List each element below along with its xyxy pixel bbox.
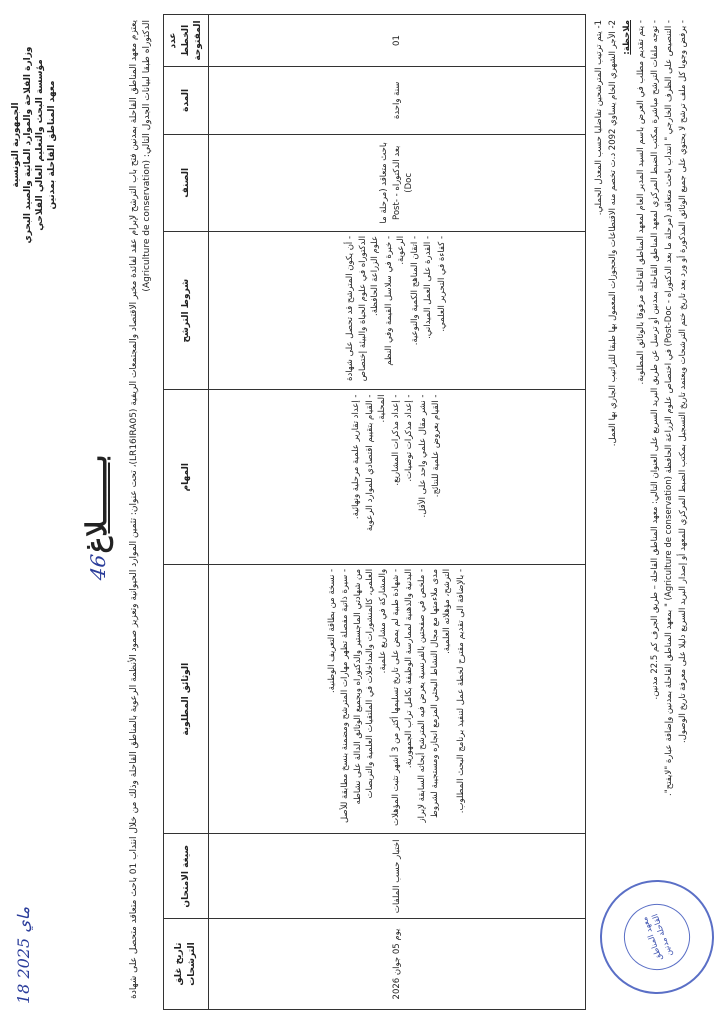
note-bullet: - يتم تقديم مطلب في العرض باسم السيد المدير العام لمعهد المناطق القاحلة مرفوقا بالوثائق المطلوبة.	[636, 20, 646, 385]
condition-item: - اتقان المناهج الكمية والنوعية.	[409, 235, 420, 346]
note-bullet: - التنصيص على الظرف الخارجي " انتداب باحث متعاقد (مرحلة ما بعد الدكتوراه - Post-Doc) في اختصاص علوم الزراعة الحافظة (Agriculture de conservation) " بمعهد المناطق القاحلة بمدنين وإضافة عبارة "لايفتح".	[664, 20, 674, 796]
task-item: - إعداد مذكرات توصيات.	[404, 394, 414, 482]
col-header: المهام	[164, 390, 209, 564]
stamp-inner-text: معهد المناطق القاحلة مدنين	[639, 912, 675, 962]
reference-number: 46	[86, 553, 110, 583]
col-header: عدد الخطط المفتوحة	[164, 15, 209, 67]
header-line: معهد المناطق القاحلة بمدنين	[47, 80, 57, 210]
handwritten-date: 18 ماي 2025	[14, 906, 33, 1004]
document-item: - بالإضافة الى تقديم مقترح لخطة عمل لتنفيذ برنامج البحث المطلوب.	[455, 568, 466, 814]
note-bullet: - يرفض وجوبا كل ملف ترشح لا يحتوي على جميع الوثائق المذكورة أو ورد بعد تاريخ ختم الترشحات ويعتمد تاريخ التسجيل بمكتب الضبط المركزي للمعهد أو إصدار البريد السريع دليلا على معرفة تاريخ الوصول.	[678, 20, 688, 743]
header-line: وزارة الفلاحة والموارد المائية والصيد البحري	[23, 46, 33, 244]
positions-cell: 01	[208, 15, 586, 67]
condition-item: - خبرة في سلاسل القيمة وفي النظم الرعوية.	[383, 235, 407, 366]
exam-cell: اختبار حسب الملفات	[208, 834, 586, 919]
notes-heading: ملاحظة:	[622, 20, 632, 55]
task-item: - إعداد تقارير علمية مرحلية ونهائية.	[351, 394, 361, 520]
task-item: - القيام بعروض علمية للنتائج.	[431, 394, 441, 498]
col-header: تاريخ غلق الترشحات	[164, 919, 209, 1010]
category-cell: باحث متعاقد (مرحلة ما بعد الدكتوراه - Post-Doc)	[208, 134, 586, 231]
task-item: - القيام بتقييم اقتصادي للموارد الرعوية المحلية.	[364, 394, 387, 532]
table-row	[208, 15, 586, 1010]
col-header: صيغة الامتحان	[164, 834, 209, 919]
col-header: الصنف	[164, 134, 209, 231]
col-header: شروط الترشح	[164, 231, 209, 390]
note-item: 1- يتم ترتيب المترشحين تفاضليا حسب المعدل الجملي.	[594, 20, 604, 216]
document-item: - نسخة من بطاقة التعريف الوطنية.	[326, 568, 337, 694]
header-line: الجمهورية التونسية	[11, 102, 21, 188]
announcement-table	[163, 14, 586, 1010]
duration-cell: سنة واحدة	[208, 67, 586, 135]
documents-cell	[208, 564, 586, 834]
col-header: المدة	[164, 67, 209, 135]
condition-item: - القدرة على العمل الميداني.	[423, 235, 434, 339]
notes-section	[592, 20, 690, 1004]
note-item: 2- الأجر الشهري الخام يساوي 2092 د.ت تخصم منه الاقتطاعات والحجوزات المعمول بها طبقا للتراتيب الجاري بها العمل.	[608, 20, 618, 447]
document-item: - ملخص في صفحتين بالفرنسية يعرض فيه المترشح أبحاثه السابقة لإبراز مدى ملاءمتها مع مجال النشاط البحثي المزمع انجازه ومستجيبة لشروط الترشح، مؤهلاته العلمية.	[417, 568, 452, 823]
note-bullet: - توجه ملفات الترشح مباشرة بمكتب الضبط المركزي لمعهد المناطق القاحلة بمدنين أو ترسل عن طريق البريد السريع على العنوان التالي: معهد المناطق القاحلة – طريق الجرف كم 22.5 مدنين.	[650, 20, 660, 700]
ministry-header	[10, 30, 58, 260]
table-header-row	[164, 15, 209, 1010]
condition-item: - أن يكون المترشح قد تحصل على شهادة الدكتوراه في علوم الحياة والبيئة إختصاص علوم الزراعة الحافظة.	[345, 235, 381, 382]
intro-paragraph: يعتزم معهد المناطق القاحلة بمدنين فتح باب الترشح لإبرام عقد لفائدة مخبر الاقتصاد والمجتمعات الريفية (LR16IRA05)، تحت عنوان: تثمين الموارد الحيوانية وتعزيز صمود الأنظمة الرعوية بالمناطق القاحلة وذلك من خلال انتداب 01 باحث متعاقد متحصل على شهادة الدكتوراه طبقا لبيانات الجدول التالي: (Agriculture de conservation)	[129, 20, 152, 999]
document-item: - سيرة ذاتية مفصلة تظهر مهارات المترشح ومضمنة بنسخ مطابقة للأصل من شهادتي الماجستير والدكتوراه وبجميع الوثائق الدالة على نشاطه العلمي، كالمنشورات والمداخلات في الملتقيات العلمية والتربصات والمشاركة في مشاريع علمية.	[340, 568, 388, 823]
task-item: - إعداد مذكرات المشاريع.	[390, 394, 401, 486]
page-title	[80, 404, 113, 604]
stamp-inner	[615, 895, 700, 980]
document-item: - شهادة طبية لم يمض على تاريخ تسليمها أكثر من 3 أشهر تثبت المؤهلات البدنية والذهنية لممارسة الوظيفة بكامل تراب الجمهورية.	[391, 568, 414, 826]
col-header: الوثائق المطلوبة	[164, 564, 209, 834]
task-item: - نشر مقال علمي واحد على الأقل.	[417, 394, 428, 518]
conditions-cell	[208, 231, 586, 390]
tasks-cell	[208, 390, 586, 564]
header-line: مؤسسة البحث والتعليم العالي الفلاحي	[35, 59, 45, 231]
condition-item: - كفاءة في التحرير العلمي.	[436, 235, 447, 332]
title-text: بـــــــلاغ	[80, 454, 113, 554]
deadline-cell: يوم 05 جوان 2026	[208, 919, 586, 1010]
